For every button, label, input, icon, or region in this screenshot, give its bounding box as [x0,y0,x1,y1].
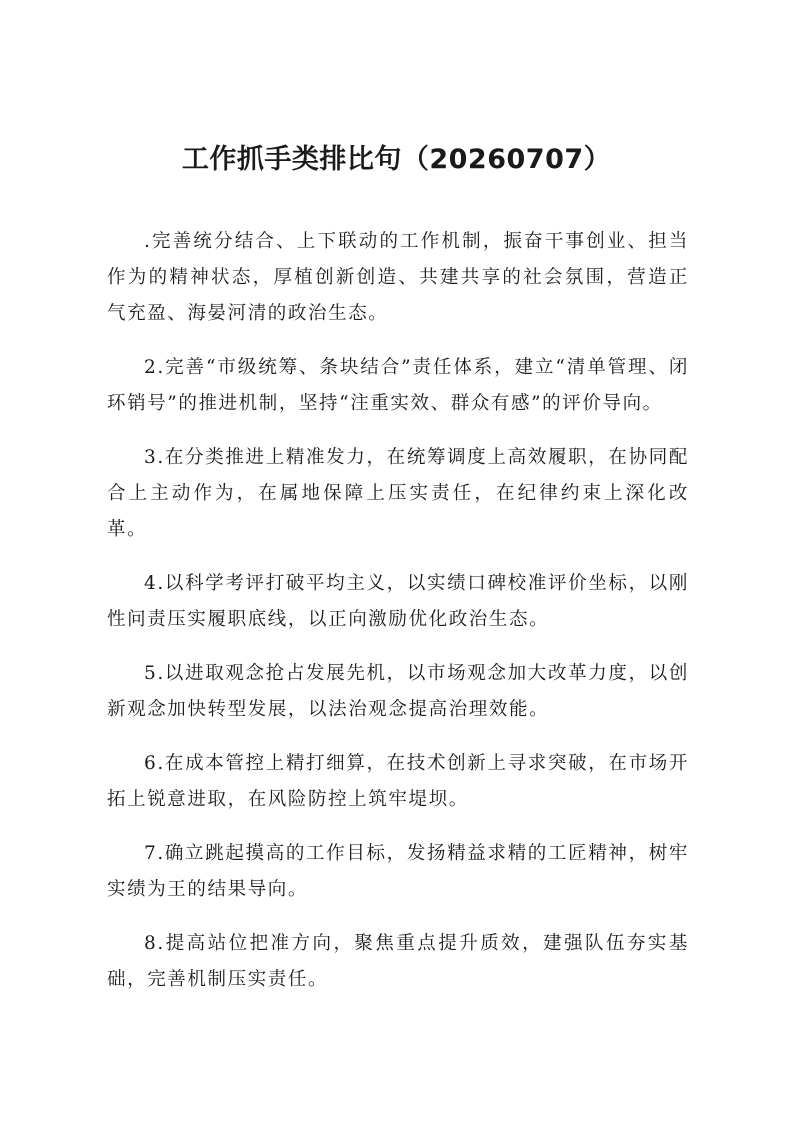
document-body [107,224,689,1016]
paragraph-4: 4.以科学考评打破平均主义，以实绩口碑校准评价坐标，以刚性问责压实履职底线，以正向激励优化政治生态。 [107,573,689,630]
paragraph-3: 3.在分类推进上精准发力，在统筹调度上高效履职，在协同配合上主动作为，在属地保障上压实责任，在纪律约束上深化改革。 [107,447,689,540]
paragraph-8: 8.提高站位把准方向，聚焦重点提升质效，建强队伍夯实基础，完善机制压实责任。 [107,933,689,990]
paragraph-2: 2.完善“市级统筹、条块结合”责任体系，建立“清单管理、闭环销号”的推进机制，坚持“注重实效、群众有感”的评价导向。 [107,357,689,414]
document-title: 工作抓手类排比句（20260707） [181,144,612,175]
paragraph-1: .完善统分结合、上下联动的工作机制，振奋干事创业、担当作为的精神状态，厚植创新创造、共建共享的社会氛围，营造正气充盈、海晏河清的政治生态。 [107,231,689,324]
paragraph-5: 5.以进取观念抢占发展先机，以市场观念加大改革力度，以创新观念加快转型发展，以法治观念提高治理效能。 [107,663,689,720]
paragraph-6: 6.在成本管控上精打细算，在技术创新上寻求突破，在市场开拓上锐意进取，在风险防控上筑牢堤坝。 [107,753,689,810]
paragraph-7: 7.确立跳起摸高的工作目标，发扬精益求精的工匠精神，树牢实绩为王的结果导向。 [107,843,689,900]
